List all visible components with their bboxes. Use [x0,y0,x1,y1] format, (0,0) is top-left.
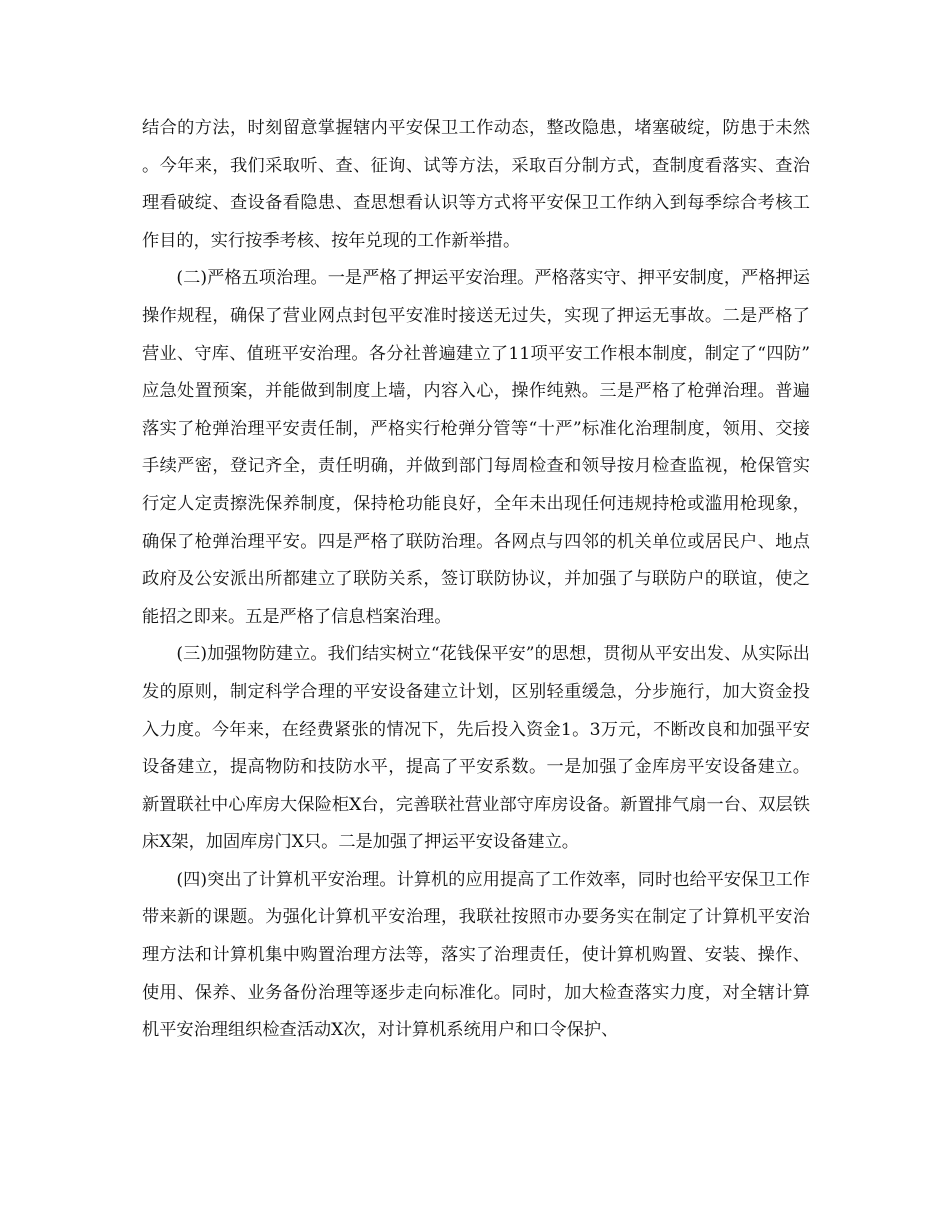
paragraph-section-2: (二)严格五项治理。一是严格了押运平安治理。严格落实守、押平安制度，严格押运操作规程，确保了营业网点封包平安准时接送无过失，实现了押运无事故。二是严格了营业、守库、值班平安治理。各分社普遍建立了11项平安工作根本制度，制定了“四防”应急处置预案，并能做到制度上墙，内容入心，操作纯熟。三是严格了枪弹治理。普遍落实了枪弹治理平安责任制，严格实行枪弹分管等“十严”标准化治理制度，领用、交接手续严密，登记齐全，责任明确，并做到部门每周检查和领导按月检查监视，枪保管实行定人定责擦洗保养制度，保持枪功能良好，全年未出现任何违规持枪或滥用枪现象，确保了枪弹治理平安。四是严格了联防治理。各网点与四邻的机关单位或居民户、地点政府及公安派出所都建立了联防关系，签订联防协议，并加强了与联防户的联谊，使之能招之即来。五是严格了信息档案治理。 [142,268,810,627]
paragraph-section-3: (三)加强物防建立。我们结实树立“花钱保平安”的思想，贯彻从平安出发、从实际出发的原则，制定科学合理的平安设备建立计划，区别轻重缓急，分步施行，加大资金投入力度。今年来，在经费紧张的情况下，先后投入资金1。3万元，不断改良和加强平安设备建立，提高物防和技防水平，提高了平安系数。一是加强了金库房平安设备建立。新置联社中心库房大保险柜X台，完善联社营业部守库房设备。新置排气扇一台、双层铁床X架，加固库房门X只。二是加强了押运平安设备建立。 [142,644,810,853]
paragraph-section-4: (四)突出了计算机平安治理。计算机的应用提高了工作效率，同时也给平安保卫工作带来新的课题。为强化计算机平安治理，我联社按照市办要务实在制定了计算机平安治理方法和计算机集中购置治理方法等，落实了治理责任，使计算机购置、安装、操作、使用、保养、业务备份治理等逐步走向标准化。同时，加大检查落实力度，对全辖计算机平安治理组织检查活动X次，对计算机系统用户和口令保护、 [142,869,810,1041]
paragraph-continuation: 结合的方法，时刻留意掌握辖内平安保卫工作动态，整改隐患，堵塞破绽，防患于未然。今年来，我们采取听、查、征询、试等方法，采取百分制方式，查制度看落实、查治理看破绽、查设备看隐患、查思想看认识等方式将平安保卫工作纳入到每季综合考核工作目的，实行按季考核、按年兑现的工作新举措。 [142,118,810,251]
document-body [142,110,810,1050]
